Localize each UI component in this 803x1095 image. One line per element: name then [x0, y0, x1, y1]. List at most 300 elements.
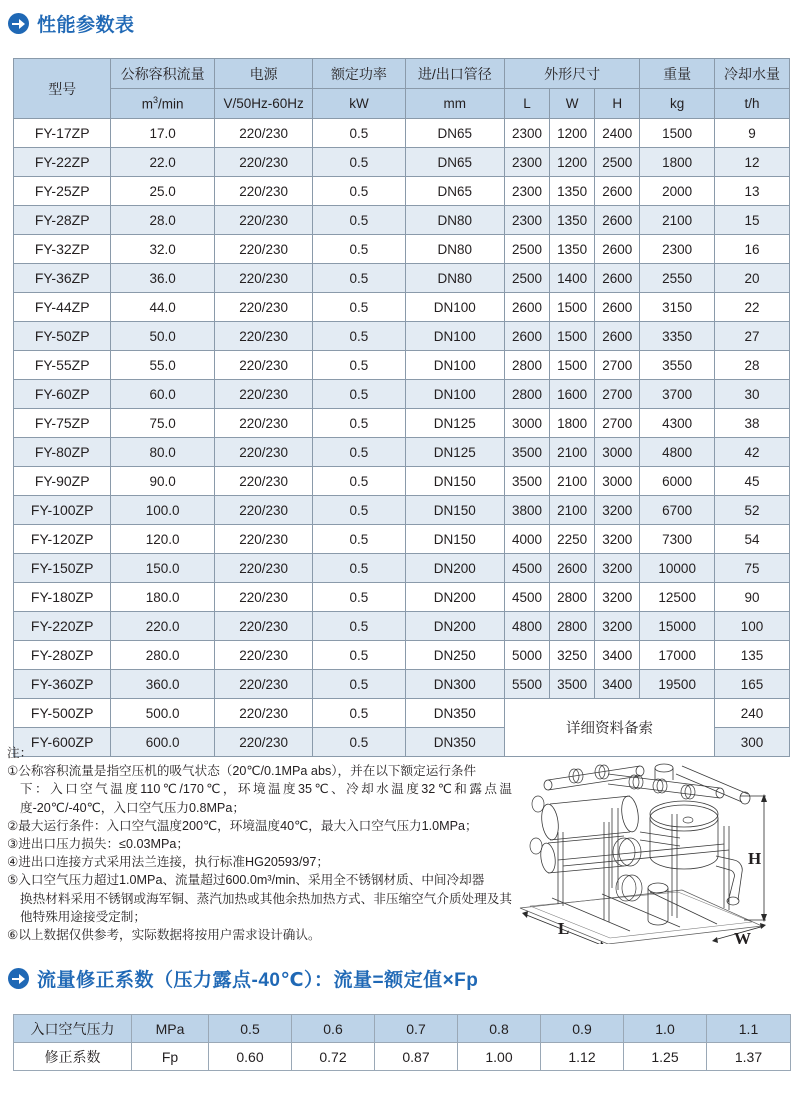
cell-cooling-water: 75 [715, 554, 790, 583]
unit-dim-l: L [504, 89, 549, 119]
cell-dim-l: 5000 [504, 641, 549, 670]
cell-cooling-water: 240 [715, 699, 790, 728]
table-header-row-2 [14, 89, 790, 119]
cell-rated-power: 0.5 [313, 438, 405, 467]
cell-dim-w: 1400 [550, 264, 595, 293]
cell-pipe-diameter: DN100 [405, 293, 504, 322]
col-header-pipe-diameter: 进/出口管径 [405, 59, 504, 89]
cell-dim-h: 3200 [595, 583, 640, 612]
correction-factor-4: 1.12 [541, 1043, 624, 1071]
cell-flow: 17.0 [111, 119, 215, 148]
cell-cooling-water: 100 [715, 612, 790, 641]
cell-flow: 120.0 [111, 525, 215, 554]
cell-dim-l: 2800 [504, 380, 549, 409]
cell-model: FY-55ZP [14, 351, 111, 380]
cell-dim-h: 2600 [595, 322, 640, 351]
cell-weight: 4300 [640, 409, 715, 438]
unit-power-supply: V/50Hz-60Hz [214, 89, 312, 119]
cell-cooling-water: 54 [715, 525, 790, 554]
cell-pipe-diameter: DN350 [405, 728, 504, 757]
cell-pipe-diameter: DN250 [405, 641, 504, 670]
cell-rated-power: 0.5 [313, 699, 405, 728]
cell-dim-l: 3500 [504, 467, 549, 496]
cell-flow: 22.0 [111, 148, 215, 177]
cell-pipe-diameter: DN80 [405, 206, 504, 235]
cell-rated-power: 0.5 [313, 177, 405, 206]
cell-dim-l: 2600 [504, 322, 549, 351]
correction-pressure-6: 1.1 [707, 1015, 791, 1043]
cell-weight: 3700 [640, 380, 715, 409]
cell-model: FY-80ZP [14, 438, 111, 467]
table-row [14, 148, 790, 177]
cell-model: FY-25ZP [14, 177, 111, 206]
cell-model: FY-32ZP [14, 235, 111, 264]
cell-flow: 600.0 [111, 728, 215, 757]
cell-dim-h: 2400 [595, 119, 640, 148]
cell-dim-w: 2800 [550, 583, 595, 612]
cell-dim-h: 3200 [595, 554, 640, 583]
cell-model: FY-600ZP [14, 728, 111, 757]
col-header-dimensions: 外形尺寸 [504, 59, 639, 89]
cell-dim-h: 2700 [595, 409, 640, 438]
cell-power-supply: 220/230 [214, 728, 312, 757]
cell-cooling-water: 135 [715, 641, 790, 670]
cell-dim-h: 3400 [595, 670, 640, 699]
cell-rated-power: 0.5 [313, 322, 405, 351]
cell-weight: 2000 [640, 177, 715, 206]
correction-factor-5: 1.25 [624, 1043, 707, 1071]
table-row [14, 177, 790, 206]
cell-power-supply: 220/230 [214, 264, 312, 293]
performance-title: 性能参数表 [37, 15, 135, 36]
table-row [14, 380, 790, 409]
cell-model: FY-180ZP [14, 583, 111, 612]
cell-rated-power: 0.5 [313, 496, 405, 525]
table-row [14, 438, 790, 467]
cell-power-supply: 220/230 [214, 351, 312, 380]
arrow-circle-icon [8, 13, 29, 34]
cell-dim-h: 2600 [595, 264, 640, 293]
cell-power-supply: 220/230 [214, 235, 312, 264]
cell-dim-h: 3400 [595, 641, 640, 670]
cell-dim-h: 3000 [595, 467, 640, 496]
table-row [14, 409, 790, 438]
correction-title: 流量修正系数（压力露点-40℃）：流量=额定值×Fp [37, 970, 479, 991]
cell-dim-w: 3250 [550, 641, 595, 670]
cell-weight: 15000 [640, 612, 715, 641]
cell-model: FY-75ZP [14, 409, 111, 438]
dimension-label-h: H [748, 849, 762, 868]
cell-dim-l: 2300 [504, 148, 549, 177]
product-illustration [512, 748, 798, 944]
cell-pipe-diameter: DN65 [405, 177, 504, 206]
cell-dim-l: 2600 [504, 293, 549, 322]
cell-dim-w: 2800 [550, 612, 595, 641]
table-row [14, 583, 790, 612]
cell-dim-h: 2700 [595, 351, 640, 380]
cell-pipe-diameter: DN80 [405, 235, 504, 264]
cell-pipe-diameter: DN150 [405, 496, 504, 525]
cell-weight: 2550 [640, 264, 715, 293]
cell-weight: 6700 [640, 496, 715, 525]
cell-flow: 280.0 [111, 641, 215, 670]
cell-weight: 12500 [640, 583, 715, 612]
note-item-3: ③进出口压力损失：≤0.03MPa； [7, 837, 189, 852]
table-row [14, 467, 790, 496]
table-row [14, 554, 790, 583]
notes-label: 注： [7, 746, 33, 760]
cell-dim-w: 2250 [550, 525, 595, 554]
correction-unit-label: MPa [132, 1015, 209, 1043]
correction-factor-table [13, 1014, 791, 1071]
cell-flow: 60.0 [111, 380, 215, 409]
cell-weight: 7300 [640, 525, 715, 554]
cell-rated-power: 0.5 [313, 293, 405, 322]
correction-row-label: 修正系数 [14, 1043, 132, 1071]
cell-model: FY-500ZP [14, 699, 111, 728]
cell-rated-power: 0.5 [313, 728, 405, 757]
col-header-model: 型号 [14, 59, 111, 119]
cell-rated-power: 0.5 [313, 119, 405, 148]
cell-flow: 80.0 [111, 438, 215, 467]
cell-power-supply: 220/230 [214, 177, 312, 206]
cell-rated-power: 0.5 [313, 670, 405, 699]
cell-power-supply: 220/230 [214, 496, 312, 525]
cell-rated-power: 0.5 [313, 612, 405, 641]
cell-flow: 55.0 [111, 351, 215, 380]
cell-model: FY-28ZP [14, 206, 111, 235]
table-row [14, 351, 790, 380]
cell-cooling-water: 90 [715, 583, 790, 612]
cell-cooling-water: 9 [715, 119, 790, 148]
cell-dim-l: 2300 [504, 177, 549, 206]
note-item-4: ④进出口连接方式采用法兰连接，执行标准HG20593/97； [7, 855, 329, 870]
cell-dim-h: 3200 [595, 525, 640, 554]
performance-section-heading [0, 10, 135, 37]
notes-block [7, 744, 512, 944]
col-header-weight: 重量 [640, 59, 715, 89]
cell-flow: 360.0 [111, 670, 215, 699]
correction-section-heading [0, 965, 478, 992]
cell-power-supply: 220/230 [214, 525, 312, 554]
cell-dim-l: 4500 [504, 583, 549, 612]
cell-pipe-diameter: DN100 [405, 380, 504, 409]
cell-dim-h: 2600 [595, 293, 640, 322]
cell-model: FY-360ZP [14, 670, 111, 699]
cell-dim-l: 3800 [504, 496, 549, 525]
cell-model: FY-90ZP [14, 467, 111, 496]
correction-unit-label: Fp [132, 1043, 209, 1071]
cell-weight: 3150 [640, 293, 715, 322]
unit-cooling-water: t/h [715, 89, 790, 119]
correction-pressure-4: 0.9 [541, 1015, 624, 1043]
cell-weight: 4800 [640, 438, 715, 467]
cell-flow: 150.0 [111, 554, 215, 583]
dimension-label-w: W [734, 929, 751, 944]
cell-dim-h: 2600 [595, 206, 640, 235]
cell-dim-h: 2500 [595, 148, 640, 177]
cell-cooling-water: 27 [715, 322, 790, 351]
cell-model: FY-60ZP [14, 380, 111, 409]
cell-flow: 50.0 [111, 322, 215, 351]
cell-dim-l: 3000 [504, 409, 549, 438]
note-item-5-cont: 换热材料采用不锈钢或海军铜、蒸汽加热或其他余热加热方式、非压缩空气介质处理及其他特殊用途接受定制； [20, 891, 512, 924]
cell-weight: 1500 [640, 119, 715, 148]
cell-cooling-water: 12 [715, 148, 790, 177]
table-row [14, 293, 790, 322]
correction-factor-6: 1.37 [707, 1043, 791, 1071]
cell-weight: 10000 [640, 554, 715, 583]
unit-flow: $m^3/\min$ [111, 89, 215, 119]
cell-model: FY-150ZP [14, 554, 111, 583]
cell-model: FY-220ZP [14, 612, 111, 641]
table-row [14, 699, 790, 728]
unit-rated-power: kW [313, 89, 405, 119]
cell-rated-power: 0.5 [313, 235, 405, 264]
arrow-circle-icon [8, 968, 29, 989]
note-item-1: ①公称容积流量是指空压机的吸气状态（20℃/0.1MPa abs），并在以下额定运行条件 [7, 764, 477, 779]
cell-model: FY-22ZP [14, 148, 111, 177]
correction-factor-0: 0.60 [209, 1043, 292, 1071]
cell-weight: 3350 [640, 322, 715, 351]
correction-pressure-1: 0.6 [292, 1015, 375, 1043]
table-row [14, 641, 790, 670]
unit-pipe-diameter: mm [405, 89, 504, 119]
cell-weight: 6000 [640, 467, 715, 496]
cell-dim-w: 1500 [550, 351, 595, 380]
cell-model: FY-44ZP [14, 293, 111, 322]
cell-dim-l: 4000 [504, 525, 549, 554]
cell-power-supply: 220/230 [214, 119, 312, 148]
cell-model: FY-50ZP [14, 322, 111, 351]
cell-dim-w: 1200 [550, 148, 595, 177]
cell-dim-h: 2600 [595, 177, 640, 206]
cell-rated-power: 0.5 [313, 148, 405, 177]
cell-power-supply: 220/230 [214, 293, 312, 322]
cell-dim-l: 2800 [504, 351, 549, 380]
cell-dim-w: 2100 [550, 467, 595, 496]
cell-rated-power: 0.5 [313, 525, 405, 554]
cell-power-supply: 220/230 [214, 612, 312, 641]
cell-weight: 17000 [640, 641, 715, 670]
cell-weight: 19500 [640, 670, 715, 699]
table-row [14, 496, 790, 525]
note-item-1-cont: 下：入口空气温度110℃/170℃，环境温度35℃、冷却水温度32℃和露点温度-20℃/-40℃，入口空气压力0.8MPa； [20, 782, 512, 815]
cell-cooling-water: 30 [715, 380, 790, 409]
dryer-skid-line-drawing [512, 748, 798, 944]
cell-flow: 180.0 [111, 583, 215, 612]
cell-flow: 36.0 [111, 264, 215, 293]
cell-dim-w: 1500 [550, 322, 595, 351]
cell-rated-power: 0.5 [313, 206, 405, 235]
cell-power-supply: 220/230 [214, 670, 312, 699]
correction-factor-1: 0.72 [292, 1043, 375, 1071]
cell-flow: 75.0 [111, 409, 215, 438]
cell-dim-l: 4500 [504, 554, 549, 583]
cell-dim-h: 2600 [595, 235, 640, 264]
cell-pipe-diameter: DN125 [405, 409, 504, 438]
cell-weight: 2100 [640, 206, 715, 235]
cell-pipe-diameter: DN200 [405, 554, 504, 583]
table-row [14, 264, 790, 293]
cell-dim-h: 3000 [595, 438, 640, 467]
cell-cooling-water: 45 [715, 467, 790, 496]
cell-pipe-diameter: DN80 [405, 264, 504, 293]
cell-weight: 1800 [640, 148, 715, 177]
cell-dim-w: 1500 [550, 293, 595, 322]
cell-flow: 28.0 [111, 206, 215, 235]
cell-rated-power: 0.5 [313, 409, 405, 438]
col-header-cooling-water: 冷却水量 [715, 59, 790, 89]
cell-dim-l: 4800 [504, 612, 549, 641]
cell-dim-w: 1350 [550, 235, 595, 264]
table-row [14, 322, 790, 351]
cell-model: FY-280ZP [14, 641, 111, 670]
cell-dim-w: 1800 [550, 409, 595, 438]
cell-pipe-diameter: DN200 [405, 583, 504, 612]
table-header-row-1 [14, 59, 790, 89]
cell-cooling-water: 42 [715, 438, 790, 467]
cell-flow: 44.0 [111, 293, 215, 322]
cell-power-supply: 220/230 [214, 438, 312, 467]
col-header-flow: 公称容积流量 [111, 59, 215, 89]
cell-power-supply: 220/230 [214, 322, 312, 351]
cell-dim-w: 1600 [550, 380, 595, 409]
cell-model: FY-100ZP [14, 496, 111, 525]
cell-pipe-diameter: DN100 [405, 351, 504, 380]
cell-power-supply: 220/230 [214, 583, 312, 612]
cell-rated-power: 0.5 [313, 264, 405, 293]
cell-cooling-water: 20 [715, 264, 790, 293]
cell-rated-power: 0.5 [313, 351, 405, 380]
cell-power-supply: 220/230 [214, 699, 312, 728]
table-row [14, 525, 790, 554]
cell-power-supply: 220/230 [214, 148, 312, 177]
correction-pressure-5: 1.0 [624, 1015, 707, 1043]
unit-dim-h: H [595, 89, 640, 119]
table-row [14, 612, 790, 641]
cell-pipe-diameter: DN150 [405, 467, 504, 496]
cell-flow: 100.0 [111, 496, 215, 525]
cell-dim-l: 2300 [504, 119, 549, 148]
cell-cooling-water: 300 [715, 728, 790, 757]
cell-cooling-water: 38 [715, 409, 790, 438]
correction-pressure-2: 0.7 [375, 1015, 458, 1043]
cell-flow: 220.0 [111, 612, 215, 641]
correction-pressure-0: 0.5 [209, 1015, 292, 1043]
cell-dim-l: 2500 [504, 264, 549, 293]
cell-dim-l: 2500 [504, 235, 549, 264]
correction-row-label: 入口空气压力 [14, 1015, 132, 1043]
cell-power-supply: 220/230 [214, 380, 312, 409]
cell-rated-power: 0.5 [313, 583, 405, 612]
unit-weight: kg [640, 89, 715, 119]
cell-pipe-diameter: DN150 [405, 525, 504, 554]
note-item-6: ⑥以上数据仅供参考，实际数据将按用户需求设计确认。 [7, 928, 321, 943]
cell-details-on-request: 详细资料备索 [504, 699, 714, 757]
cell-dim-w: 1350 [550, 206, 595, 235]
cell-cooling-water: 13 [715, 177, 790, 206]
cell-cooling-water: 22 [715, 293, 790, 322]
cell-dim-h: 3200 [595, 496, 640, 525]
cell-rated-power: 0.5 [313, 641, 405, 670]
cell-flow: 500.0 [111, 699, 215, 728]
cell-dim-h: 3200 [595, 612, 640, 641]
col-header-rated-power: 额定功率 [313, 59, 405, 89]
cell-dim-l: 3500 [504, 438, 549, 467]
col-header-power-supply: 电源 [214, 59, 312, 89]
cell-model: FY-120ZP [14, 525, 111, 554]
cell-flow: 90.0 [111, 467, 215, 496]
cell-cooling-water: 15 [715, 206, 790, 235]
cell-cooling-water: 28 [715, 351, 790, 380]
cell-power-supply: 220/230 [214, 554, 312, 583]
cell-pipe-diameter: DN65 [405, 148, 504, 177]
cell-model: FY-36ZP [14, 264, 111, 293]
unit-dim-w: W [550, 89, 595, 119]
cell-rated-power: 0.5 [313, 467, 405, 496]
cell-power-supply: 220/230 [214, 206, 312, 235]
cell-dim-w: 2100 [550, 496, 595, 525]
correction-row-factor [14, 1043, 791, 1071]
cell-dim-w: 2600 [550, 554, 595, 583]
cell-dim-l: 5500 [504, 670, 549, 699]
cell-dim-w: 2100 [550, 438, 595, 467]
cell-pipe-diameter: DN200 [405, 612, 504, 641]
cell-power-supply: 220/230 [214, 467, 312, 496]
correction-factor-2: 0.87 [375, 1043, 458, 1071]
cell-rated-power: 0.5 [313, 380, 405, 409]
cell-cooling-water: 16 [715, 235, 790, 264]
cell-pipe-diameter: DN300 [405, 670, 504, 699]
table-row [14, 206, 790, 235]
cell-rated-power: 0.5 [313, 554, 405, 583]
cell-dim-h: 2700 [595, 380, 640, 409]
cell-flow: 25.0 [111, 177, 215, 206]
correction-table-container [13, 1014, 790, 1071]
cell-cooling-water: 165 [715, 670, 790, 699]
cell-dim-w: 3500 [550, 670, 595, 699]
spec-table-body [14, 119, 790, 757]
table-row [14, 119, 790, 148]
cell-flow: 32.0 [111, 235, 215, 264]
correction-row-pressure [14, 1015, 791, 1043]
spec-table-container [13, 58, 790, 757]
correction-factor-3: 1.00 [458, 1043, 541, 1071]
cell-pipe-diameter: DN125 [405, 438, 504, 467]
note-item-5: ⑤入口空气压力超过1.0MPa、流量超过600.0m³/min、采用全不锈钢材质、中间冷却器 [7, 873, 485, 888]
cell-dim-l: 2300 [504, 206, 549, 235]
note-item-2: ②最大运行条件：入口空气温度200℃，环境温度40℃，最大入口空气压力1.0MPa； [7, 818, 478, 833]
cell-weight: 3550 [640, 351, 715, 380]
table-row [14, 235, 790, 264]
table-row [14, 670, 790, 699]
cell-pipe-diameter: DN65 [405, 119, 504, 148]
cell-dim-w: 1350 [550, 177, 595, 206]
cell-cooling-water: 52 [715, 496, 790, 525]
correction-table-body [14, 1015, 791, 1071]
correction-pressure-3: 0.8 [458, 1015, 541, 1043]
cell-power-supply: 220/230 [214, 641, 312, 670]
cell-weight: 2300 [640, 235, 715, 264]
cell-pipe-diameter: DN100 [405, 322, 504, 351]
cell-dim-w: 1200 [550, 119, 595, 148]
specification-table [13, 58, 790, 757]
cell-power-supply: 220/230 [214, 409, 312, 438]
cell-pipe-diameter: DN350 [405, 699, 504, 728]
cell-model: FY-17ZP [14, 119, 111, 148]
dimension-label-l: L [558, 919, 570, 938]
